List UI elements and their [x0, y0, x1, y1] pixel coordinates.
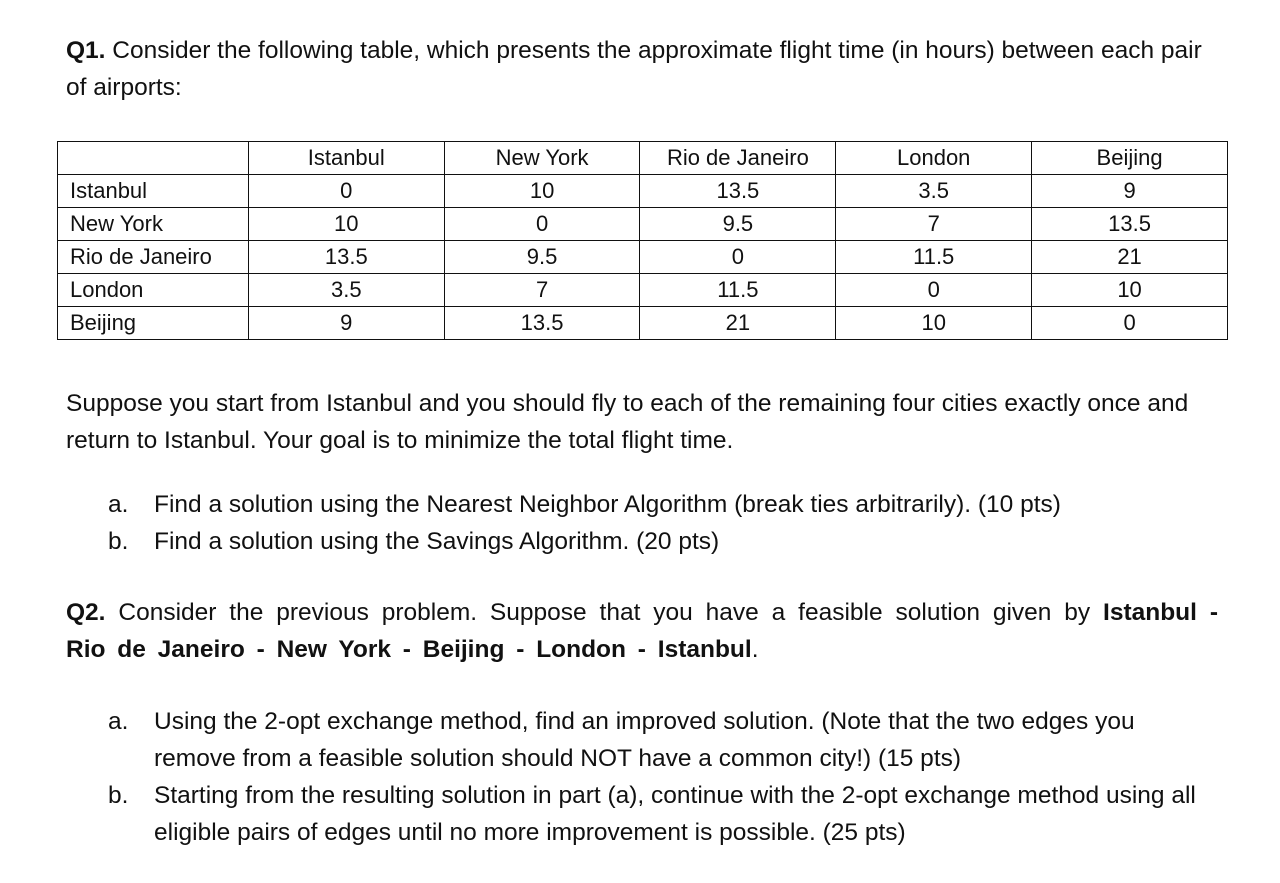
table-cell: 9.5: [444, 241, 640, 274]
table-cell: 10: [836, 307, 1032, 340]
table-row: [58, 175, 1228, 208]
column-header: London: [836, 142, 1032, 175]
table-cell: 9.5: [640, 208, 836, 241]
table-cell: 13.5: [640, 175, 836, 208]
column-header: Rio de Janeiro: [640, 142, 836, 175]
table-cell: 9: [1032, 175, 1228, 208]
item-marker: a.: [108, 491, 129, 518]
table-cell: 9: [248, 307, 444, 340]
list-item: [108, 777, 1218, 851]
table-cell: 13.5: [444, 307, 640, 340]
table-row: [58, 241, 1228, 274]
q2-end: .: [751, 636, 759, 663]
table-cell: 0: [1032, 307, 1228, 340]
table-cell: 21: [1032, 241, 1228, 274]
item-text: Find a solution using the Savings Algorithm. (20 pts): [154, 528, 720, 555]
table-corner-cell: [58, 142, 249, 175]
q2-text: Consider the previous problem. Suppose that you have a feasible solution given by: [105, 599, 1104, 626]
q1-subquestions: [108, 486, 1218, 560]
item-text: Find a solution using the Nearest Neighbor Algorithm (break ties arbitrarily). (10 pts): [154, 491, 1061, 518]
table-cell: 0: [640, 241, 836, 274]
q1-label: Q1.: [66, 37, 106, 64]
table-cell: 21: [640, 307, 836, 340]
item-text: Using the 2-opt exchange method, find an improved solution. (Note that the two edges you remove from a feasible solution should NOT have a common city!) (15 pts): [154, 708, 1135, 772]
list-item: [108, 523, 1218, 560]
list-item: [108, 486, 1218, 523]
row-label: New York: [58, 208, 249, 241]
table-row: [58, 208, 1228, 241]
q2-subquestions: [108, 703, 1218, 851]
row-label: Beijing: [58, 307, 249, 340]
column-header: Beijing: [1032, 142, 1228, 175]
table-cell: 7: [444, 274, 640, 307]
column-header: Istanbul: [248, 142, 444, 175]
item-marker: b.: [108, 782, 129, 809]
table-header-row: [58, 142, 1228, 175]
table-cell: 0: [836, 274, 1032, 307]
column-header: New York: [444, 142, 640, 175]
table-cell: 3.5: [248, 274, 444, 307]
table-row: [58, 274, 1228, 307]
table-cell: 13.5: [1032, 208, 1228, 241]
item-marker: a.: [108, 708, 129, 735]
table-cell: 7: [836, 208, 1032, 241]
item-marker: b.: [108, 528, 129, 555]
table-cell: 10: [1032, 274, 1228, 307]
q2-paragraph: [66, 594, 1218, 668]
table-cell: 3.5: [836, 175, 1032, 208]
table-cell: 11.5: [640, 274, 836, 307]
table-cell: 10: [248, 208, 444, 241]
q1-paragraph: [66, 32, 1218, 106]
table-cell: 11.5: [836, 241, 1032, 274]
flight-time-table: [57, 141, 1228, 340]
table-cell: 13.5: [248, 241, 444, 274]
item-text: Starting from the resulting solution in part (a), continue with the 2-opt exchange method using all eligible pairs of edges until no more improvement is possible. (25 pts): [154, 782, 1196, 846]
q1-text: Consider the following table, which presents the approximate flight time (in hours) between each pair of airports:: [66, 37, 1202, 101]
problem-statement: Suppose you start from Istanbul and you should fly to each of the remaining four cities exactly once and return to Istanbul. Your goal is to minimize the total flight time.: [66, 390, 1189, 454]
row-label: London: [58, 274, 249, 307]
row-label: Rio de Janeiro: [58, 241, 249, 274]
row-label: Istanbul: [58, 175, 249, 208]
table-cell: 0: [444, 208, 640, 241]
table-cell: 10: [444, 175, 640, 208]
list-item: [108, 703, 1218, 777]
table-cell: 0: [248, 175, 444, 208]
q2-label: Q2.: [66, 599, 106, 626]
q2-route: Istanbul - Rio de Janeiro - New York - Beijing - London - Istanbul: [66, 599, 1218, 663]
table-row: [58, 307, 1228, 340]
